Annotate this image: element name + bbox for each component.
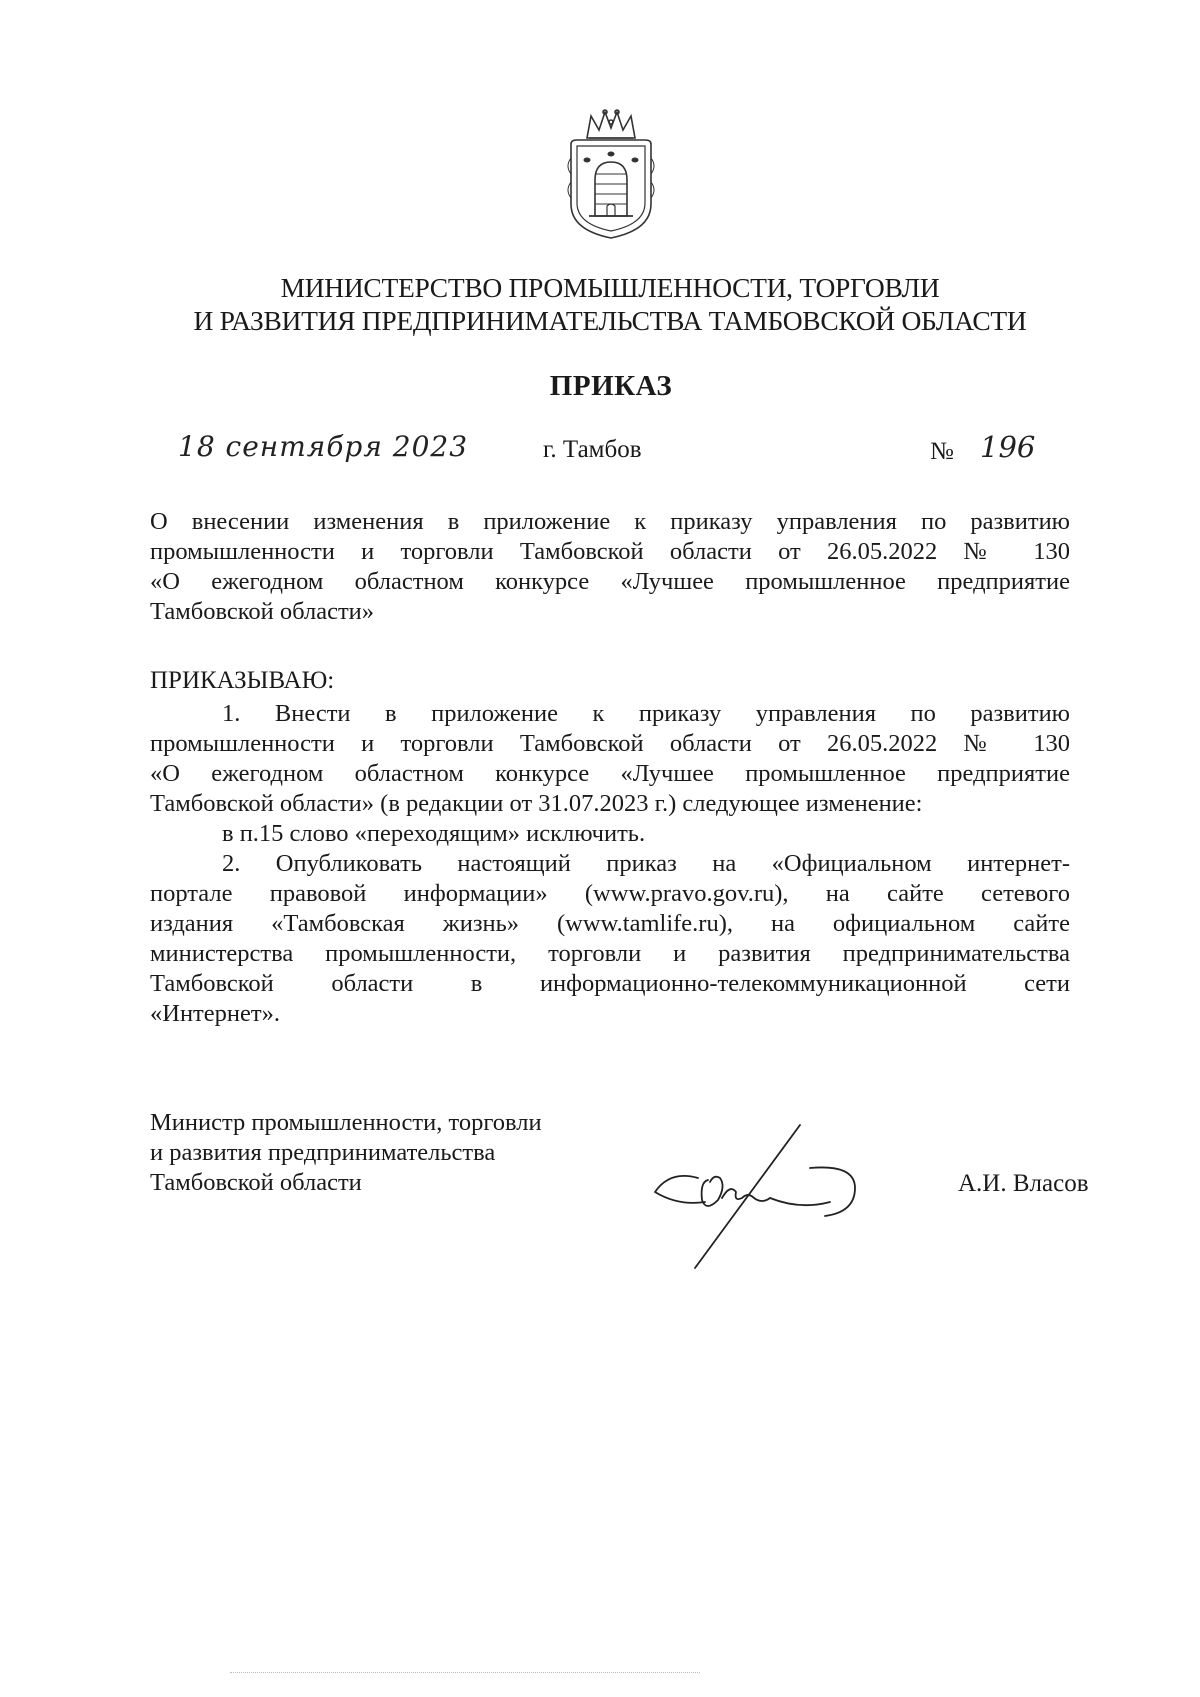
order-line: «О ежегодном областном конкурсе «Лучшее промышленное предприятие: [150, 760, 1070, 787]
subject-line: промышленности и торговли Тамбовской области от 26.05.2022 № 130: [150, 538, 1070, 565]
ministry-name-line2: И РАЗВИТИЯ ПРЕДПРИНИМАТЕЛЬСТВА ТАМБОВСКОЙ ОБЛАСТИ: [193, 305, 1027, 336]
document-number-label: №: [930, 438, 954, 465]
handwritten-signature-icon: [650, 1120, 880, 1270]
handwritten-document-number: 196: [980, 430, 1036, 464]
order-line: Тамбовской области» (в редакции от 31.07.2023 г.) следующее изменение:: [150, 790, 923, 817]
signatory-position-line: Тамбовской области: [150, 1169, 362, 1196]
order-line: 1. Внести в приложение к приказу управления по развитию: [222, 700, 1070, 727]
order-line: портале правовой информации» (www.pravo.gov.ru), на сайте сетевого: [150, 880, 1070, 907]
document-title: ПРИКАЗ: [549, 370, 673, 402]
document-subject: [150, 507, 1070, 627]
order-line: министерства промышленности, торговли и развития предпринимательства: [150, 940, 1070, 967]
order-line: в п.15 слово «переходящим» исключить.: [222, 820, 646, 847]
handwritten-date: 18 сентября 2023: [178, 430, 469, 463]
order-line: 2. Опубликовать настоящий приказ на «Официальном интернет-: [222, 850, 1070, 877]
scan-artifact-divider: [230, 1672, 700, 1675]
order-line: Тамбовской области в информационно-телекоммуникационной сети: [150, 970, 1070, 997]
tambov-coat-of-arms-icon: [565, 108, 657, 240]
signatory-position-line: и развития предпринимательства: [150, 1139, 496, 1166]
order-line: «Интернет».: [150, 1000, 280, 1027]
order-heading: ПРИКАЗЫВАЮ:: [150, 667, 335, 694]
signatory-position: [150, 1108, 542, 1198]
order-body: [150, 699, 1070, 1029]
document-city: г. Тамбов: [543, 436, 642, 463]
subject-line: Тамбовской области»: [150, 598, 375, 625]
order-line: издания «Тамбовская жизнь» (www.tamlife.ru), на официальном сайте: [150, 910, 1070, 937]
subject-line: О внесении изменения в приложение к приказу управления по развитию: [150, 508, 1070, 535]
subject-line: «О ежегодном областном конкурсе «Лучшее промышленное предприятие: [150, 568, 1070, 595]
signatory-name: А.И. Власов: [958, 1170, 1089, 1197]
order-line: промышленности и торговли Тамбовской области от 26.05.2022 № 130: [150, 730, 1070, 757]
ministry-name-line1: МИНИСТЕРСТВО ПРОМЫШЛЕННОСТИ, ТОРГОВЛИ: [280, 272, 940, 303]
signatory-position-line: Министр промышленности, торговли: [150, 1109, 542, 1136]
